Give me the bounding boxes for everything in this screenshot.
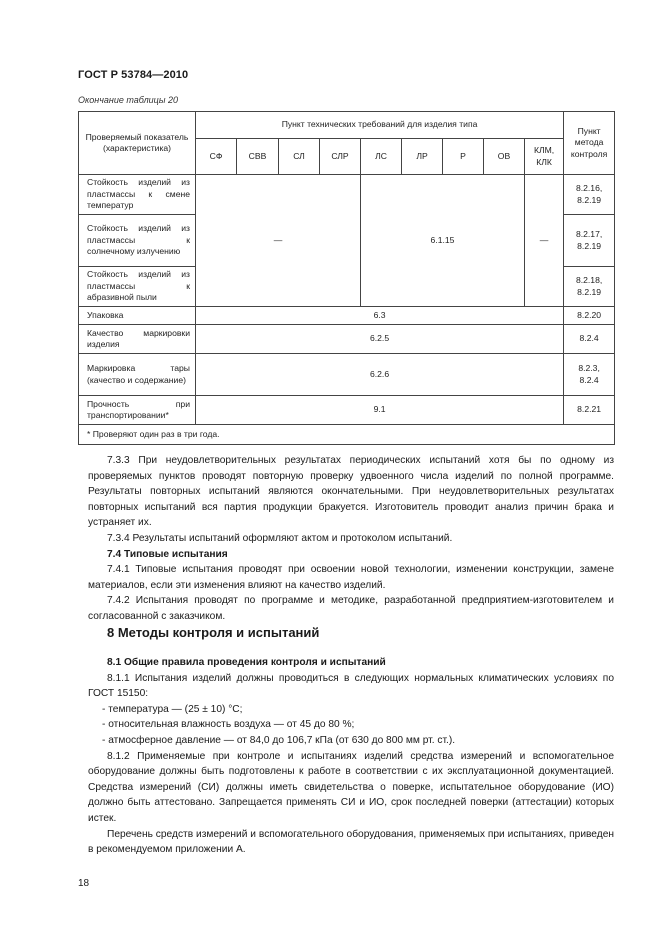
- row-method: 8.2.4: [564, 325, 615, 354]
- type-header: ЛР: [402, 139, 443, 175]
- row-method: 8.2.20: [564, 307, 615, 325]
- table-row: [79, 354, 615, 396]
- row-name: Маркировка тары (качество и содержание): [79, 354, 196, 396]
- section-8-text: [88, 655, 614, 858]
- row-name: Стойкость изделий из пластмассы к абразивной пыли: [79, 267, 196, 307]
- merged-value-left: —: [196, 175, 361, 307]
- paragraph-7-3-4: 7.3.4 Результаты испытаний оформляют актом и протоколом испытаний.: [107, 532, 453, 544]
- header-method: Пункт метода контроля: [564, 112, 615, 175]
- table-row: [79, 307, 615, 325]
- row-name: Прочность при транспортировании*: [79, 396, 196, 425]
- type-header: ОВ: [484, 139, 525, 175]
- row-method: 8.2.18, 8.2.19: [564, 267, 615, 307]
- row-name: Стойкость изделий из пластмассы к солнечному излучению: [79, 215, 196, 267]
- table-row: [79, 175, 615, 215]
- paragraph-7-4-1: 7.4.1 Типовые испытания проводят при освоении новой технологии, изменении конструкции, замене материалов, если эти изменения влияют на качество изделий.: [88, 564, 614, 591]
- type-header: СЛР: [320, 139, 361, 175]
- paragraph-7-3-3: 7.3.3 При неудовлетворительных результатах периодических испытаний хотя бы по одному из проверяемых пунктов проводят повторную проверку удвоенного числа изделий по полной программе. Результаты повторных испытаний являются окончательными. При неудовлетворительных результатах повторных испытаний вся партия продукции бракуется. Изготовитель проводит анализ причин брака и устраняет их.: [88, 455, 614, 529]
- heading-8-1: 8.1 Общие правила проведения контроля и испытаний: [107, 657, 386, 668]
- row-name: Упаковка: [79, 307, 196, 325]
- table-caption: Окончание таблицы 20: [78, 95, 178, 105]
- paragraph-7-4-2: 7.4.2 Испытания проводят по программе и методике, разработанной предприятием-изготовителем и согласованной с заказчиком.: [88, 595, 614, 622]
- section-7-text: [88, 453, 614, 625]
- table-row: [79, 325, 615, 354]
- table-row: [79, 396, 615, 425]
- paragraph-8-1-2: 8.1.2 Применяемые при контроле и испытаниях изделий средства измерений и вспомогательное оборудование должны быть подготовлены к работе в соответствии с их эксплуатационной документацией. Средства измерений (СИ) должны иметь свидетельства о поверке, испытательное оборудование (ИО) должно быть аттестовано. Запрещается применять СИ и ИО, срок последней поверки (аттестации) которых истек.: [88, 750, 614, 824]
- table-footnote: * Проверяют один раз в три года.: [79, 425, 615, 445]
- row-name: Стойкость изделий из пластмассы к смене температур: [79, 175, 196, 215]
- header-type-group: Пункт технических требований для изделия типа: [196, 112, 564, 139]
- row-name: Качество маркировки изделия: [79, 325, 196, 354]
- row-method: 8.2.3, 8.2.4: [564, 354, 615, 396]
- list-item: - атмосферное давление — от 84,0 до 106,7 кПа (от 630 до 800 мм рт. ст.).: [102, 734, 456, 746]
- row-value: 6.2.5: [196, 325, 564, 354]
- heading-7-4: 7.4 Типовые испытания: [107, 548, 228, 560]
- type-header: СФ: [196, 139, 237, 175]
- list-item: - относительная влажность воздуха — от 45 до 80 %;: [102, 719, 355, 731]
- type-header: ЛС: [361, 139, 402, 175]
- section-8-heading: 8 Методы контроля и испытаний: [107, 625, 320, 640]
- row-method: 8.2.21: [564, 396, 615, 425]
- row-method: 8.2.17, 8.2.19: [564, 215, 615, 267]
- row-method: 8.2.16, 8.2.19: [564, 175, 615, 215]
- merged-value-mid: 6.1.15: [361, 175, 525, 307]
- document-header: ГОСТ Р 53784—2010: [78, 69, 189, 81]
- type-header: Р: [443, 139, 484, 175]
- paragraph-8-1-2-list: Перечень средств измерений и вспомогательного оборудования, применяемых при испытаниях, приведен в рекомендуемом приложении А.: [88, 828, 614, 856]
- paragraph-8-1-1: 8.1.1 Испытания изделий должны проводиться в следующих нормальных климатических условиях по ГОСТ 15150:: [88, 672, 614, 700]
- type-header: СВВ: [237, 139, 279, 175]
- requirements-table: [78, 111, 615, 445]
- type-header: КЛМ, КЛК: [525, 139, 564, 175]
- merged-value-right: —: [525, 175, 564, 307]
- header-indicator: Проверяемый показатель (характеристика): [79, 112, 196, 175]
- row-value: 9.1: [196, 396, 564, 425]
- row-value: 6.2.6: [196, 354, 564, 396]
- page-number: 18: [78, 878, 90, 889]
- row-value: 6.3: [196, 307, 564, 325]
- list-item: - температура — (25 ± 10) °С;: [102, 703, 243, 715]
- type-header: СЛ: [279, 139, 320, 175]
